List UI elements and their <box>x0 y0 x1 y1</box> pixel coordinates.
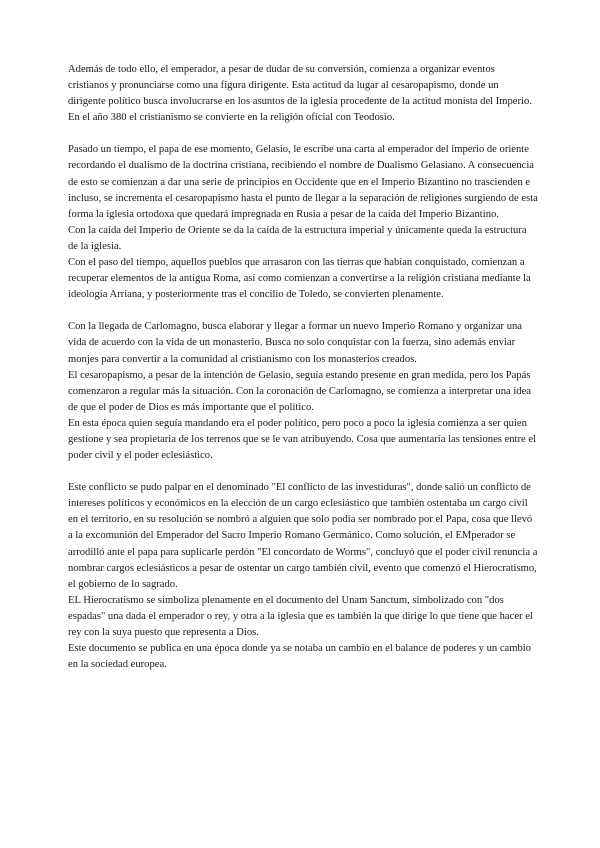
paragraph: Este documento se publica en una época donde ya se notaba un cambio en el balance de poderes y un cambio en la sociedad europea. <box>68 643 532 671</box>
paragraph-gap <box>68 303 538 319</box>
paragraph: Con el paso del tiempo, aquellos pueblos que arrasaron con las tierras que habían conquistado, comienzan a recuperar elementos de la antigua Roma, así como comienzan a convertirse a la religión cristiana mediante la ideología Arriana, y posteriormente tras el concilio de Toledo, se convierten plenamente. <box>68 257 531 301</box>
paragraph: EL Hierocratismo se simboliza plenamente en el documento del Unam Sanctum, simbolizado con "dos espadas" una dada el emperador o rey, y otra a la iglesia que es también la que dirige lo que tiene que hacer el rey con la suya puesto que representa a Dios. <box>68 594 533 638</box>
paragraph: En esta época quien seguía mandando era el poder político, pero poco a poco la iglesia comienza a ser quien gestione y sea propietaria de los terrenos que se le van atribuyendo. Cosa que aumentaría las tensiones entre el poder civil y el poder eclesiástico. <box>68 417 537 462</box>
paragraph-gap <box>68 126 538 142</box>
paragraph: Además de todo ello, el emperador, a pesar de dudar de su conversión, comienza a organizar eventos cristianos y pronunciarse como una figura dirigente. Esta actitud da lugar al cesaropapismo, donde un dirigente político busca involucrarse en los asuntos de la iglesia procedente de la actitud monista del Imperio. <box>68 64 532 108</box>
paragraph: Con la caída del Imperio de Oriente se da la caída de la estructura imperial y únicamente queda la estructura de la iglesia. <box>68 224 527 252</box>
paragraph: Con la llegada de Carlomagno, busca elaborar y llegar a formar un nuevo Imperio Romano y organizar una vida de acuerdo con la vida de un monasterio. Busca no solo conquistar con la fuerza, sino además enviar monjes para convertir a la comunidad al cristianismo con los monasterios creados. <box>68 321 522 365</box>
paragraph: En el año 380 el cristianismo se convierte en la religión oficial con Teodosio. <box>68 112 395 124</box>
paragraph: Pasado un tiempo, el papa de ese momento, Gelasio, le escribe una carta al emperador del imperio de oriente recordando el dualismo de la doctrina cristiana, recibiendo el nombre de Dualismo Gelasiano. A consecuencia de esto se comienzan a dar una serie de principios en Occidente que en el Imperio Bizantino no trascienden e incluso, se incrementa el cesaropapismo hasta el punto de llegar a la separación de religiones surgiendo de esta forma la iglesia ortodoxa que quedará impregnada en Rusia a pesar de la caída del Imperio Bizantino. <box>68 144 538 220</box>
paragraph: El cesaropapismo, a pesar de la intención de Gelasio, seguía estando presente en gran medida, pero los Papás comenzaron a regular más la situación. Con la coronación de Carlomagno, se comienza a interpretar una idea de que el poder de Dios es más importante que el político. <box>68 369 531 413</box>
document-body <box>68 62 538 673</box>
paragraph-gap <box>68 464 538 480</box>
paragraph: Este conflicto se pudo palpar en el denominado "El conflicto de las investiduras", donde salió un conflicto de intereses políticos y económicos en la elección de un cargo eclesiástico que también ostentaba un cargo civil en el territorio, en su resolución se nombró a alguien que solo podía ser nombrado por el Papa, cosa que llevó a la excomunión del Emperador del Sacro Imperio Romano Germánico. Como solución, el EMperador se arrodilló ante el papa para suplicarle perdón "El concordato de Worms", concluyó que el poder civil renuncia a nombrar cargos eclesiásticos a pesar de ostentar un cargo también civil, evento que comenzó el Hierocratismo, el gobierno de lo sagrado. <box>68 482 538 590</box>
